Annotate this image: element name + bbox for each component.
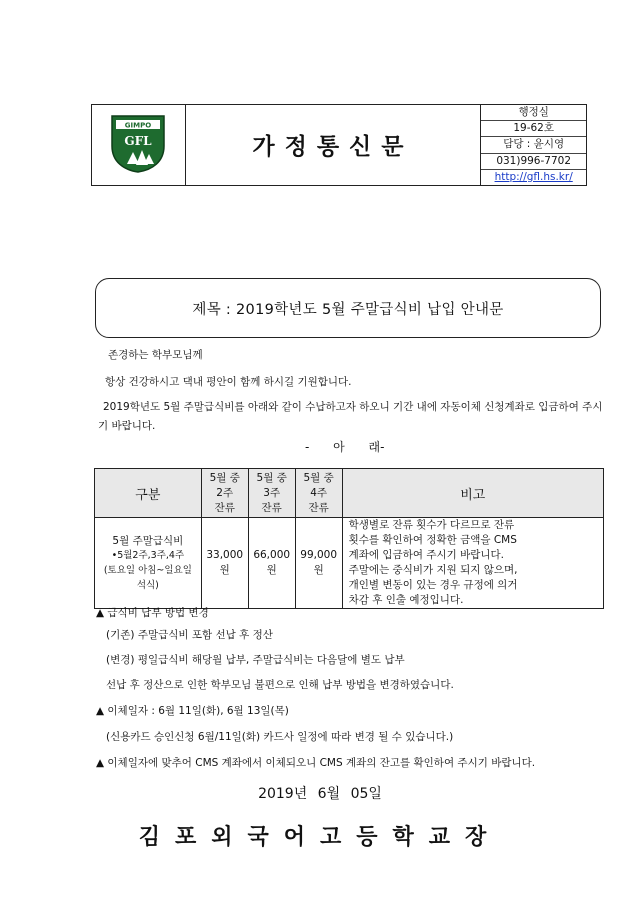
info-cell bbox=[481, 105, 587, 186]
logo-top-text: GIMPO bbox=[125, 121, 152, 130]
page-title: 가정통신문 bbox=[185, 105, 481, 186]
below-label: - 아 래- bbox=[305, 440, 385, 454]
subject-box bbox=[95, 278, 601, 338]
info-phone: 031)996-7702 bbox=[481, 154, 586, 170]
method-before: (기존) 주말급식비 포함 선납 후 정산 bbox=[106, 629, 273, 641]
issue-date: 2019년 6월 05일 bbox=[258, 786, 382, 802]
school-signature: 김포외국어고등학교장 bbox=[138, 825, 502, 850]
transfer-date: ▲ 이체일자 : 6월 11일(화), 6월 13일(목) bbox=[96, 705, 289, 717]
price-week2: 33,000 원 bbox=[201, 518, 248, 609]
balance-notice: ▲ 이체일자에 맞추어 CMS 계좌에서 이체되오니 CMS 계좌의 잔고를 확인하여 주시기 바랍니다. bbox=[96, 757, 536, 769]
greeting: 존경하는 학부모님께 bbox=[108, 349, 203, 361]
logo-cell bbox=[92, 105, 186, 186]
info-website-link[interactable]: http://gfl.hs.kr/ bbox=[494, 170, 573, 183]
row-note: 학생별로 잔류 횟수가 다르므로 잔류 횟수를 확인하여 정확한 금액을 CMS 계좌에 입금하여 주시기 바랍니다. 주말에는 중식비가 지원 되지 않으며, 개인별 변동이 있는 경우 규정에 의거 차감 후 인출 예정입니다. bbox=[342, 518, 603, 609]
card-notice: (신용카드 승인신청 6월/11일(화) 카드사 일정에 따라 변경 될 수 있습니다.) bbox=[106, 731, 454, 743]
price-week4: 99,000 원 bbox=[295, 518, 342, 609]
intro-text: 2019학년도 5월 주말급식비를 아래와 같이 수납하고자 하오니 기간 내에 자동이체 신청계좌로 입금하여 주시기 바랍니다. bbox=[98, 401, 603, 432]
header-note: 비고 bbox=[342, 469, 603, 518]
info-office: 행정실 bbox=[481, 105, 586, 121]
info-contact-person: 담당 : 윤시영 bbox=[481, 137, 586, 153]
row-category: 5월 주말급식비 •5월2주,3주,4주 (토요일 아침~일요일 석식) bbox=[95, 518, 202, 609]
price-week3: 66,000 원 bbox=[248, 518, 295, 609]
header-table bbox=[91, 104, 587, 186]
header-week2: 5월 중 2주 잔류 bbox=[201, 469, 248, 518]
table-row bbox=[95, 518, 604, 609]
method-after: (변경) 평일급식비 해당월 납부, 주말급식비는 다음달에 별도 납부 bbox=[106, 654, 405, 666]
method-title: ▲ 급식비 납부 방법 변경 bbox=[96, 607, 209, 619]
subject-text: 제목 : 2019학년도 5월 주말급식비 납입 안내문 bbox=[192, 301, 504, 318]
header-week3: 5월 중 3주 잔류 bbox=[248, 469, 295, 518]
header-category: 구분 bbox=[95, 469, 202, 518]
logo-main-text: GFL bbox=[124, 133, 152, 148]
info-doc-number: 19-62호 bbox=[481, 121, 586, 137]
method-reason: 선납 후 정산으로 인한 학부모님 불편으로 인해 납부 방법을 변경하였습니다. bbox=[106, 679, 454, 691]
school-logo-icon bbox=[108, 112, 168, 174]
wish-text: 항상 건강하시고 댁내 평안이 함께 하시길 기원합니다. bbox=[105, 376, 352, 388]
fee-table bbox=[94, 468, 604, 609]
header-week4: 5월 중 4주 잔류 bbox=[295, 469, 342, 518]
